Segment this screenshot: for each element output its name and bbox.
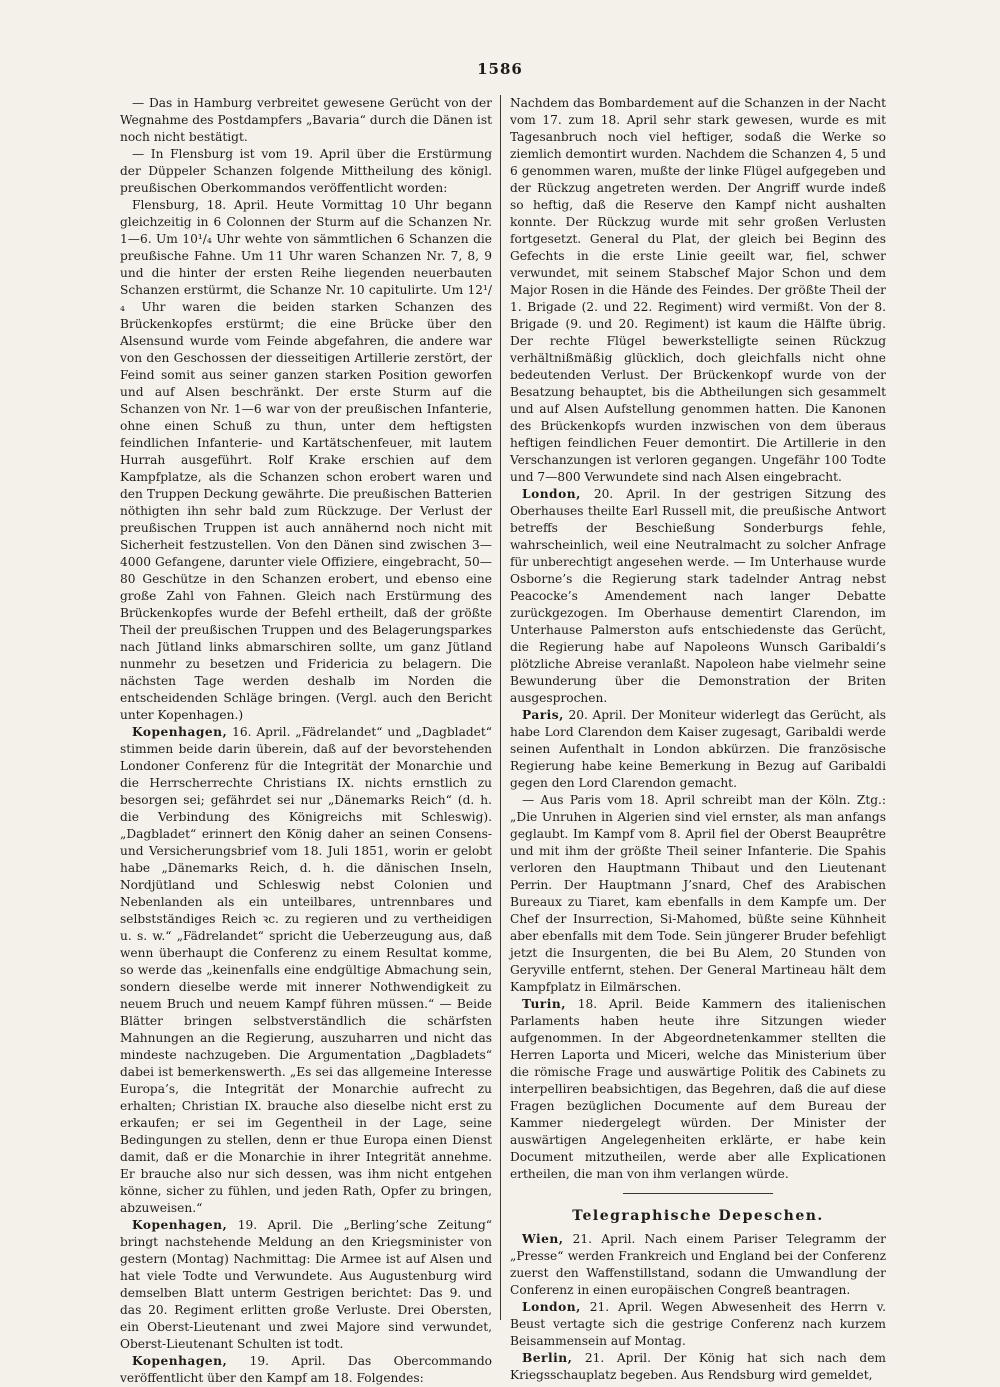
article-paragraph: [120, 724, 492, 1217]
dateline: Kopenhagen,: [132, 725, 228, 739]
section-title: Telegraphische Depeschen.: [572, 1208, 824, 1224]
article-paragraph: [120, 1353, 492, 1387]
article-body: 21. April. Nach einem Pariser Telegramm der „Presse“ werden Frankreich und England bei der Conferenz zuerst den Waffenstillstand, sodann die Umwandlung der Conferenz in einen europäischen Congreß beantragen.: [510, 1232, 886, 1297]
section-rule: [623, 1193, 773, 1194]
dateline: Kopenhagen,: [132, 1218, 228, 1232]
dateline: Berlin,: [522, 1351, 573, 1365]
dateline: Paris,: [522, 708, 564, 722]
article-paragraph: — In Flensburg ist vom 19. April über die Erstürmung der Düppeler Schanzen folgende Mittheilung des königl. preußischen Oberkommandos veröffentlicht worden:: [120, 147, 492, 195]
dateline: London,: [522, 1300, 581, 1314]
article-paragraph: [120, 1217, 492, 1353]
article-paragraph: — Das in Hamburg verbreitet gewesene Gerücht von der Wegnahme des Postdampfers „Bavaria“ durch die Dänen ist noch nicht bestätigt.: [120, 96, 492, 144]
article-body: 21. April. Der König hat sich nach dem Kriegsschauplatz begeben. Aus Rendsburg wird gemeldet,: [510, 1351, 886, 1382]
dateline: Turin,: [522, 997, 566, 1011]
left-column: [120, 95, 492, 1385]
article-body: 20. April. In der gestrigen Sitzung des Oberhauses theilte Earl Russell mit, die preußische Antwort betreffs der Beschießung Sonderburgs fehle, wahrscheinlich, weil eine Neutralmacht zu solcher Anfrage für unberechtigt angesehen werde. — Im Unterhause wurde Osborne’s die Regierung stark tadelnder Antrag nebst Peacocke’s Amendement nach langer Debatte zurückgezogen. Im Oberhause dementirt Clarendon, im Unterhause Palmerston aufs entschiedenste das Gerücht, die Regierung habe auf Napoleons Wunsch Garibaldi’s plötzliche Abreise veranlaßt. Napoleon habe vielmehr seine Bewunderung über die Demonstration der Briten ausgesprochen.: [510, 487, 886, 705]
article-body: 16. April. „Fädrelandet“ und „Dagbladet“ stimmen beide darin überein, daß auf der bevorstehenden Londoner Conferenz für die Integrität der Monarchie und die Herrscherrechte Christians IX. nichts ernstlich zu besorgen sei; gefährdet sei nur „Dänemarks Reich“ (d. h. die Verbindung des Königreichs mit Schleswig). „Dagbladet“ erinnert den König daher an seinen Consens- und Versicherungsbrief vom 18. Juli 1851, worin er gelobt habe „Dänemarks Reich, d. h. die dänischen Inseln, Nordjütland und Schleswig nebst Colonien und Nebenlanden als ein unteilbares, untrennbares und selbstständiges Reich ꝛc. zu regieren und zu vertheidigen u. s. w.“ „Fädrelandet“ spricht die Ueberzeugung aus, daß wenn überhaupt die Conferenz zu einem Resultat komme, so werde das „keinenfalls eine endgültige Abmachung sein, sondern dieselbe werde mit innerer Nothwendigkeit zu neuem Bruch und neuem Kampf führen müssen.“ — Beide Blätter bringen selbstverständlich die schärfsten Mahnungen an die Regierung, auszuharren und nicht das mindeste nachzugeben. Die Argumentation „Dagbladets“ dabei ist bemerkenswerth. „Es sei das allgemeine Interesse Europa’s, die Integrität der Monarchie aufrecht zu erhalten; Christian IX. brauche also dieselbe nicht erst zu erkaufen; er sei im Gegentheil in der Lage, seine Bedingungen zu stellen, denn er thue Europa einen Dienst damit, daß er die Monarchie in ihrer Integrität annehme. Er brauche also nur sich dessen, was ihm nicht entgehen könne, sicher zu fühlen, und jeden Rath, Opfer zu bringen, abzuweisen.“: [120, 725, 492, 1215]
article-body: 18. April. Beide Kammern des italienischen Parlaments haben heute ihre Sitzungen wieder aufgenommen. In der Abgeordnetenkammer stellten die Herren Laporta und Miceri, welche das Ministerium über die römische Frage und auswärtige Politik des Cabinets zu interpelliren beabsichtigen, das Begehren, daß die auf diese Fragen bezüglichen Documente auf dem Bureau der Kammer niedergelegt würden. Der Minister der auswärtigen Angelegenheiten erklärte, er habe kein Document mitzutheilen, werde aber alle Explicationen ertheilen, die man von ihm verlangen würde.: [510, 997, 886, 1181]
article-body: 20. April. Der Moniteur widerlegt das Gerücht, als habe Lord Clarendon dem Kaiser zugesagt, Garibaldi werde seinen Aufenthalt in London abkürzen. Die französische Regierung habe keine Bemerkung in Bezug auf Garibaldi gegen den Lord Clarendon gemacht.: [510, 708, 886, 790]
article-paragraph: [510, 996, 886, 1183]
article-paragraph: — Aus Paris vom 18. April schreibt man der Köln. Ztg.: „Die Unruhen in Algerien sind viel ernster, als man anfangs geglaubt. Im Kampf vom 8. April fiel der Oberst Beauprêtre und mit ihm der größte Theil seiner Infanterie. Die Spahis verloren den Hauptmann Thibaut und den Lieutenant Perrin. Der Hauptmann J’snard, Chef des Arabischen Bureaux zu Tiaret, kam ebenfalls in dem Kampfe um. Der Chef der Insurrection, Si-Mahomed, büßte seine Kühnheit aber ebenfalls mit dem Tode. Sein jüngerer Bruder befehligt jetzt die Insurgenten, die bei Bu Alem, 20 Stunden von Geryville entfernt, stehen. Der General Martineau hält dem Kampfplatz in Eilmärschen.: [510, 793, 886, 994]
telegram-paragraph: [510, 1350, 886, 1384]
article-paragraph: Nachdem das Bombardement auf die Schanzen in der Nacht vom 17. zum 18. April sehr stark gewesen, wurde es mit Tagesanbruch noch viel heftiger, sodaß die Werke so ziemlich demontirt wurden. Nachdem die Schanzen 4, 5 und 6 genommen waren, mußte der linke Flügel aufgegeben und der Rückzug angetreten werden. Der Angriff wurde indeß so heftig, daß die Reserve den Kampf nicht aushalten konnte. Der Rückzug wurde mit sehr großen Verlusten fortgesetzt. General du Plat, der gleich bei Beginn des Gefechts in die erste Linie geeilt war, fiel, schwer verwundet, mit seinem Stabschef Major Schon und dem Major Rosen in die Hände des Feindes. Der größte Theil der 1. Brigade (2. und 22. Regiment) wird vermißt. Von der 8. Brigade (9. und 20. Regiment) ist kaum die Hälfte übrig. Der rechte Flügel bewerkstelligte seinen Rückzug verhältnißmäßig glücklich, doch gleichfalls nicht ohne bedeutenden Verlust. Der Brückenkopf wurde von der Besatzung behauptet, bis die Abtheilungen sich gesammelt und auf Alsen Aufstellung genommen hatten. Die Kanonen des Brückenkopfs wurden inzwischen von dem überaus heftigen feindlichen Feuer demontirt. Die Artillerie in den Verschanzungen ist verloren gegangen. Ungefähr 100 Todte und 7—800 Verwundete sind nach Alsen eingebracht.: [510, 96, 886, 484]
article-body: 19. April. Die „Berling’sche Zeitung“ bringt nachstehende Meldung an den Kriegsminister von gestern (Montag) Nachmittag: Die Armee ist auf Alsen und hat viele Todte und Verwundete. Aus Augustenburg wird demselben Blatt unterm Gestrigen berichtet: Das 9. und das 20. Regiment erlitten große Verluste. Drei Obersten, ein Oberst-Lieutenant und zwei Majore sind verwundet, Oberst-Lieutenant Schulten ist todt.: [120, 1218, 492, 1351]
article-paragraph: [510, 707, 886, 792]
dateline: Kopenhagen,: [132, 1354, 228, 1368]
telegram-paragraph: [510, 1231, 886, 1299]
article-paragraph: Flensburg, 18. April. Heute Vormittag 10 Uhr begann gleichzeitig in 6 Colonnen der Sturm auf die Schanzen Nr. 1—6. Um 10¹/₄ Uhr wehte von sämmtlichen 6 Schanzen die preußische Fahne. Um 11 Uhr waren Schanzen Nr. 7, 8, 9 und die hinter der ersten Reihe liegenden neuerbauten Schanzen erstürmt, die Schanze Nr. 10 capitulirte. Um 12¹/₄ Uhr waren die beiden starken Schanzen des Brückenkopfes erstürmt; die eine Brücke über den Alsensund wurde vom Feinde abgefahren, die andere war von den Geschossen der diesseitigen Artillerie zerstört, der Feind somit aus seiner ganzen starken Position geworfen und auf Alsen beschränkt. Der erste Sturm auf die Schanzen von Nr. 1—6 war von der preußischen Infanterie, ohne einen Schuß zu thun, unter dem heftigsten feindlichen Infanterie- und Kartätschenfeuer, mit lautem Hurrah ausgeführt. Rolf Krake erschien auf dem Kampfplatze, als die Schanzen schon erobert waren und den Truppen Deckung gewährte. Die preußischen Batterien nöthigten ihn sehr bald zum Rückzuge. Der Verlust der preußischen Truppen ist auch annähernd noch nicht mit Sicherheit festzustellen. Von den Dänen sind zwischen 3—4000 Gefangene, darunter viele Offiziere, eingebracht, 50—80 Geschütze in den Schanzen erobert, und ebenso eine große Zahl von Fahnen. Gleich nach Erstürmung des Brückenkopfes wurde der Befehl ertheilt, daß der größte Theil der preußischen Truppen und des Belagerungsparkes nach Jütland links abmarschiren sollte, um ganz Jütland nunmehr zu besetzen und Fridericia zu belagern. Die nächsten Tage werden deshalb im Norden die entscheidenden Schläge bringen. (Vergl. auch den Bericht unter Kopenhagen.): [120, 198, 492, 722]
article-body: 21. April. Wegen Abwesenheit des Herrn v. Beust vertagte sich die gestrige Conferenz nach kurzem Beisammensein auf Montag.: [510, 1300, 886, 1348]
dateline: Wien,: [522, 1232, 564, 1246]
column-divider: [500, 95, 501, 1320]
article-body: 19. April. Das Obercommando veröffentlicht über den Kampf am 18. Folgendes:: [120, 1354, 492, 1385]
article-paragraph: [510, 486, 886, 707]
page-number: 1586: [477, 60, 523, 78]
right-column: [510, 95, 886, 1382]
dateline: London,: [522, 487, 581, 501]
telegram-paragraph: [510, 1299, 886, 1350]
